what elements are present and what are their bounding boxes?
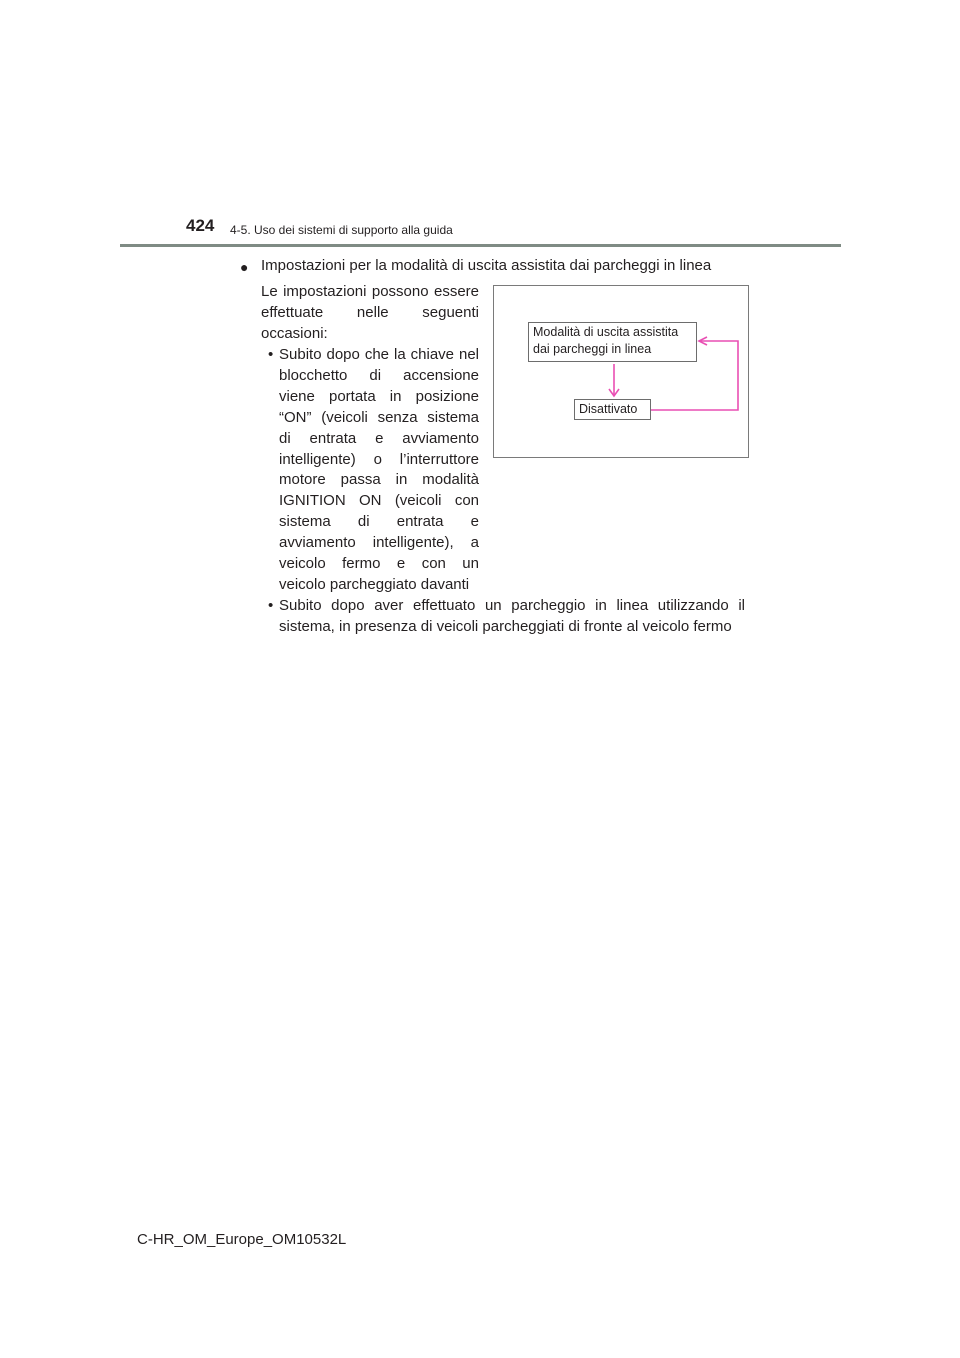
mode-box-line: dai parcheggi in linea: [533, 342, 652, 356]
list-item-line: intelligente) o l’interruttore: [279, 450, 479, 468]
section-title: 4-5. Uso dei sistemi di supporto alla guida: [230, 223, 453, 237]
intro-line: occasioni:: [261, 324, 328, 342]
list-item-line: di entrata e avviamento: [279, 429, 479, 447]
list-item-line: motore passa in modalità: [279, 471, 479, 489]
list-item-line: avviamento intelligente), a: [279, 534, 479, 552]
document-code-footer: C-HR_OM_Europe_OM10532L: [137, 1231, 347, 1248]
list-item-line: “ON” (veicoli senza sistema: [279, 408, 479, 426]
mode-box-assisted-exit: [528, 322, 697, 362]
list-bullet: •: [268, 597, 274, 614]
intro-line: effettuate nelle seguenti: [261, 303, 479, 321]
cycle-arrows: [493, 285, 749, 458]
intro-line: Le impostazioni possono essere: [261, 283, 479, 300]
list-bullet: •: [268, 346, 274, 363]
list-item-line: Subito dopo aver effettuato un parcheggio in linea utilizzando il: [279, 597, 745, 614]
mode-box-line: Modalità di uscita assistita: [533, 325, 679, 339]
list-item-line: IGNITION ON (veicoli con: [279, 492, 479, 510]
list-item-line: veicolo parcheggiato davanti: [279, 575, 470, 593]
list-item-line: veicolo fermo e con un: [279, 555, 479, 573]
list-item-line: sistema, in presenza di veicoli parcheggiati di fronte al veicolo fermo: [279, 618, 732, 635]
list-item: [279, 345, 479, 596]
mode-box-off: Disattivato: [574, 399, 651, 420]
list-item-line: sistema di entrata e: [279, 513, 479, 531]
list-item-line: Subito dopo che la chiave nel: [279, 346, 479, 363]
header-divider: [120, 244, 841, 247]
section-heading: Impostazioni per la modalità di uscita assistita dai parcheggi in linea: [261, 257, 712, 274]
filled-circle-bullet-icon: ●: [240, 259, 249, 275]
page-number: 424: [186, 216, 215, 235]
intro-paragraph: [261, 282, 479, 345]
list-item-line: viene portata in posizione: [279, 387, 479, 405]
list-item-line: blocchetto di accensione: [279, 366, 479, 384]
